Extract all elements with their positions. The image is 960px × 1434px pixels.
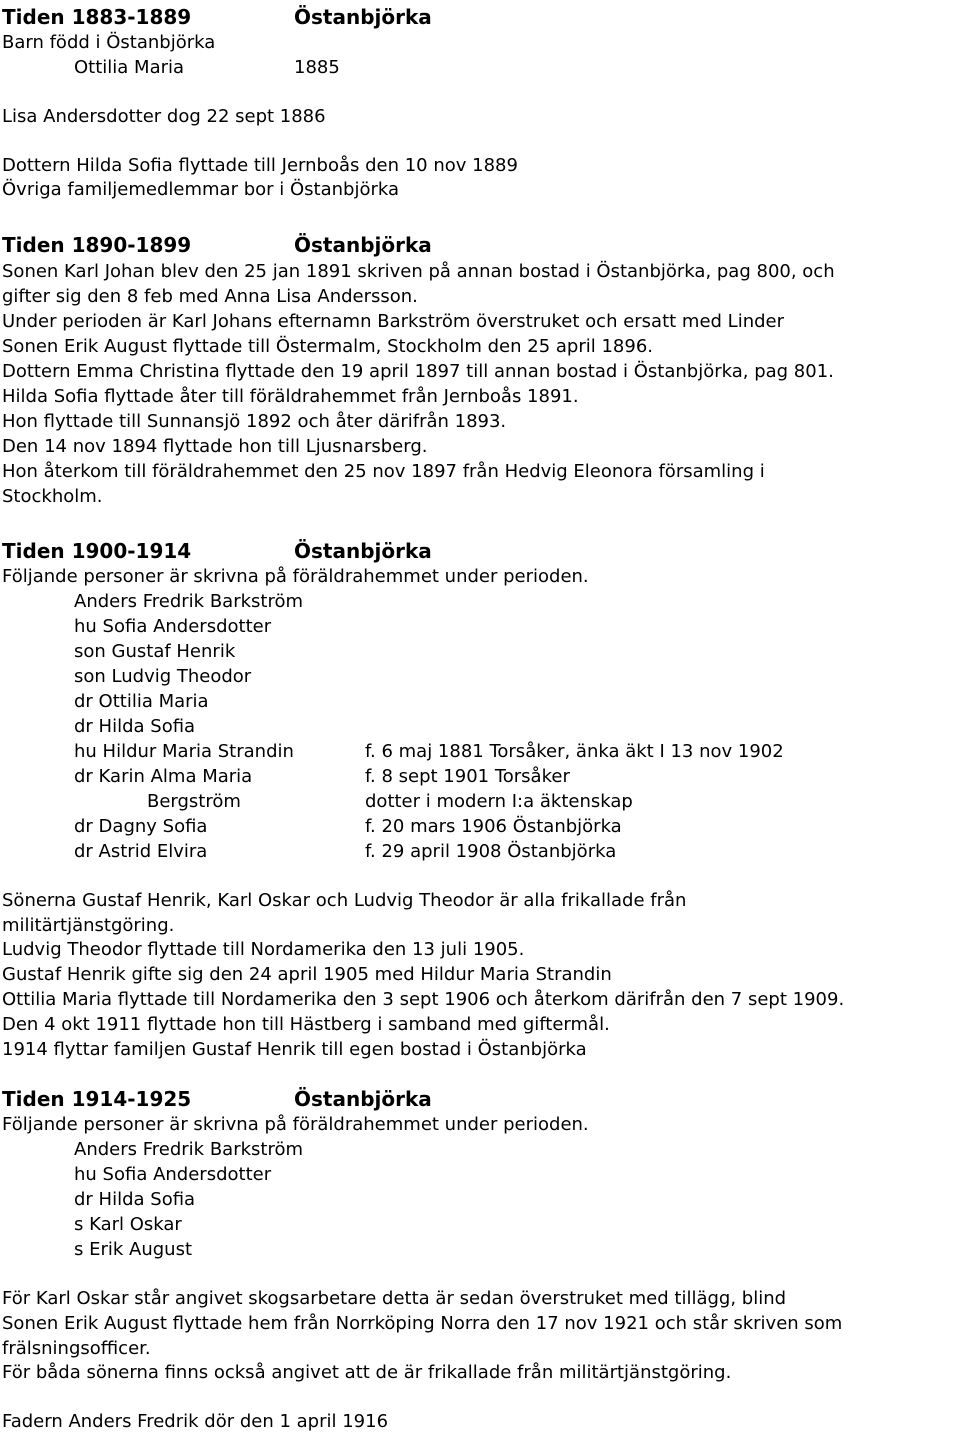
born-label: Barn född i Östanbjörka [2, 32, 216, 53]
paragraph: Lisa Andersdotter dog 22 sept 1886 [2, 106, 326, 127]
person-name: hu Hildur Maria Strandin [74, 741, 294, 762]
person-name: dr Ottilia Maria [74, 691, 209, 712]
section-heading [2, 232, 432, 258]
person-name: hu Sofia Andersdotter [74, 1164, 272, 1185]
paragraph-line: Sonen Erik August flyttade till Östermalm, Stockholm den 25 april 1896. [2, 336, 653, 357]
paragraph-line: Ludvig Theodor flyttade till Nordamerika den 13 juli 1905. [2, 939, 525, 960]
person-name: dr Hilda Sofia [74, 1189, 196, 1210]
person-note: dotter i modern I:a äktenskap [365, 791, 633, 812]
heading-period: Tiden 1900-1914 [2, 539, 192, 563]
paragraph: Övriga familjemedlemmar bor i Östanbjörka [2, 179, 400, 200]
person-row [74, 815, 622, 839]
person-note: f. 29 april 1908 Östanbjörka [365, 841, 617, 862]
paragraph-line: gifter sig den 8 feb med Anna Lisa Andersson. [2, 286, 418, 307]
heading-period: Tiden 1890-1899 [2, 233, 192, 257]
child-name: Ottilia Maria [74, 57, 185, 78]
person-row [74, 590, 303, 614]
person-name: dr Astrid Elvira [74, 841, 208, 862]
heading-place: Östanbjörka [294, 1087, 432, 1111]
person-name: s Erik August [74, 1239, 193, 1260]
person-row [74, 665, 251, 689]
child-entry [74, 56, 340, 80]
person-name: son Gustaf Henrik [74, 641, 236, 662]
paragraph-line: För båda sönerna finns också angivet att de är frikallade från militärtjänstgöring. [2, 1362, 732, 1383]
paragraph-line: Dottern Emma Christina flyttade den 19 april 1897 till annan bostad i Östanbjörka, pag 801. [2, 361, 834, 382]
person-name: Anders Fredrik Barkström [74, 591, 304, 612]
paragraph-line: Hilda Sofia flyttade åter till föräldrahemmet från Jernboås 1891. [2, 386, 579, 407]
section-heading [2, 1086, 432, 1112]
person-name: son Ludvig Theodor [74, 666, 252, 687]
paragraph-line: Fadern Anders Fredrik dör den 1 april 1916 [2, 1411, 389, 1432]
heading-period: Tiden 1883-1889 [2, 5, 192, 29]
paragraph-line: Den 4 okt 1911 flyttade hon till Hästberg i samband med giftermål. [2, 1014, 610, 1035]
paragraph-line: frälsningsofficer. [2, 1338, 151, 1359]
heading-place: Östanbjörka [294, 5, 432, 29]
person-row [74, 765, 570, 789]
person-name: dr Karin Alma Maria [74, 766, 253, 787]
paragraph-line: Ottilia Maria flyttade till Nordamerika den 3 sept 1906 och återkom därifrån den 7 sept 1909. [2, 989, 845, 1010]
child-year: 1885 [294, 57, 340, 78]
person-note: f. 8 sept 1901 Torsåker [365, 766, 570, 787]
paragraph-line: Sönerna Gustaf Henrik, Karl Oskar och Ludvig Theodor är alla frikallade från [2, 890, 687, 911]
person-row [74, 715, 195, 739]
paragraph-line: Sonen Karl Johan blev den 25 jan 1891 skriven på annan bostad i Östanbjörka, pag 800, och [2, 261, 835, 282]
person-row [74, 740, 784, 764]
section-heading [2, 538, 432, 564]
person-name: Anders Fredrik Barkström [74, 1139, 304, 1160]
paragraph-line: För Karl Oskar står angivet skogsarbetare detta är sedan överstruket med tillägg, blind [2, 1288, 787, 1309]
person-name: Bergström [147, 791, 241, 812]
paragraph-line: Stockholm. [2, 486, 103, 507]
heading-place: Östanbjörka [294, 233, 432, 257]
person-row [147, 790, 633, 814]
person-name: s Karl Oskar [74, 1214, 182, 1235]
paragraph-line: Hon återkom till föräldrahemmet den 25 nov 1897 från Hedvig Eleonora församling i [2, 461, 765, 482]
paragraph-line: Gustaf Henrik gifte sig den 24 april 1905 med Hildur Maria Strandin [2, 964, 612, 985]
section-heading [2, 4, 432, 30]
paragraph-line: Den 14 nov 1894 flyttade hon till Ljusnarsberg. [2, 436, 428, 457]
intro-line: Följande personer är skrivna på föräldrahemmet under perioden. [2, 1114, 589, 1135]
person-row [74, 840, 617, 864]
heading-place: Östanbjörka [294, 539, 432, 563]
paragraph-line: 1914 flyttar familjen Gustaf Henrik till egen bostad i Östanbjörka [2, 1039, 587, 1060]
intro-line: Följande personer är skrivna på föräldrahemmet under perioden. [2, 566, 589, 587]
paragraph-line: militärtjänstgöring. [2, 915, 175, 936]
person-note: f. 6 maj 1881 Torsåker, änka äkt I 13 nov 1902 [365, 741, 784, 762]
person-row [74, 615, 271, 639]
person-name: dr Dagny Sofia [74, 816, 208, 837]
person-name: hu Sofia Andersdotter [74, 616, 272, 637]
person-row [74, 690, 209, 714]
paragraph: Dottern Hilda Sofia flyttade till Jernboås den 10 nov 1889 [2, 155, 518, 176]
person-row [74, 640, 235, 664]
paragraph-line: Under perioden är Karl Johans efternamn Barkström överstruket och ersatt med Linder [2, 311, 785, 332]
paragraph-line: Sonen Erik August flyttade hem från Norrköping Norra den 17 nov 1921 och står skriven som [2, 1313, 843, 1334]
heading-period: Tiden 1914-1925 [2, 1087, 192, 1111]
paragraph-line: Hon flyttade till Sunnansjö 1892 och åter därifrån 1893. [2, 411, 507, 432]
person-name: dr Hilda Sofia [74, 716, 196, 737]
person-note: f. 20 mars 1906 Östanbjörka [365, 816, 622, 837]
